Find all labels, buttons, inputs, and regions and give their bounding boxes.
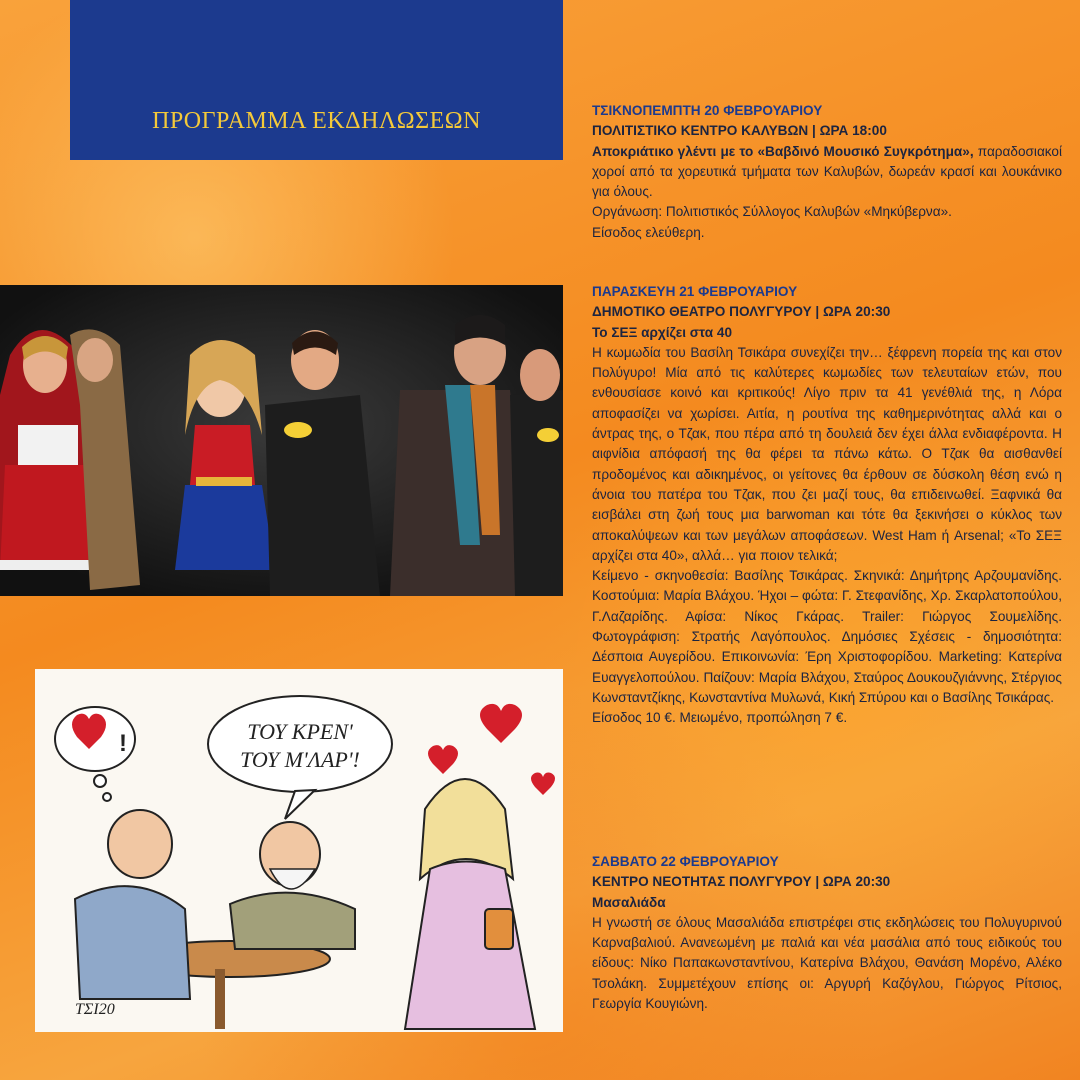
photo-illustration — [0, 285, 563, 596]
title-banner — [70, 0, 563, 160]
event-show-title: Μασαλιάδα — [592, 894, 666, 910]
speech-line-2: ΤΟΥ Μ'ΛΑΡ'! — [240, 747, 360, 772]
event-date: ΤΣΙΚΝΟΠΕΜΠΤΗ 20 ΦΕΒΡΟΥΑΡΙΟΥ — [592, 103, 823, 118]
event-date: ΣΑΒΒΑΤΟ 22 ΦΕΒΡΟΥΑΡΙΟΥ — [592, 854, 779, 869]
event-1 — [592, 101, 1062, 243]
event-show-title: Το ΣΕΞ αρχίζει στα 40 — [592, 324, 732, 340]
speech-line-1: ΤΟΥ ΚΡΕΝ' — [247, 719, 353, 744]
event-entry: Είσοδος ελεύθερη. — [592, 224, 705, 240]
event-date: ΠΑΡΑΣΚΕΥΗ 21 ΦΕΒΡΟΥΑΡΙΟΥ — [592, 284, 798, 299]
event-text: Η κωμωδία του Βασίλη Τσικάρα συνεχίζει την… ξέφρενη πορεία της και στον Πολύγυρο! Μία από τις καλύτερες κωμωδίες των τελευταίων ετών, που ενθουσίασε κοινό και κριτικούς! Λίγο πριν τα 41 γενέθλιά της, η Λόρα αποφασίζει να χωρίσει. Αιτία, η ρουτίνα της καθημερινότητας αλλά και ο άντρας της, ο Τζακ, που πέρα από τη δουλειά δεν έχει άλλα ενδιαφέροντα. Η αιφνίδια απόφασή της θα φέρει τα πάνω κάτω. Ο Τζακ θα αισθανθεί προδομένος και αδικημένος, οι γείτονες θα έρθουν σε δύσκολη θέση ενώ η άνοια του πατέρα του Τζακ, που ζει μαζί τους, θα επιδεινωθεί. Ξαφνικά θα εισβάλει στη ζωή τους μια barwoman και τότε θα ξεκινήσει ο κύκλος των αποκαλύψεων και των μεγάλων αποφάσεων. West Ham ή Arsenal; «Το ΣΕΞ αρχίζει στα 40», αλλά… για ποιον τελικά; — [592, 344, 1062, 563]
event-3 — [592, 852, 1062, 1014]
cartoon-illustration — [35, 669, 563, 1032]
event-entry: Είσοδος 10 €. Μειωμένο, προπώληση 7 €. — [592, 710, 848, 726]
cartoon-drawing — [35, 669, 563, 1032]
event-venue: ΔΗΜΟΤΙΚΟ ΘΕΑΤΡΟ ΠΟΛΥΓΥΡΟΥ | ΩΡΑ 20:30 — [592, 304, 891, 320]
event-lead: Αποκριάτικο γλέντι με το «Βαβδινό Μουσικό Συγκρότημα», — [592, 143, 974, 159]
event-venue: ΚΕΝΤΡΟ ΝΕΟΤΗΤΑΣ ΠΟΛΥΓΥΡΟΥ | ΩΡΑ 20:30 — [592, 874, 891, 890]
heart-icon — [480, 704, 522, 743]
cartoon-signature: ΤΣΙ20 — [75, 1001, 115, 1018]
event-text: παραδοσιακοί χοροί από τα χορευτικά τμήματα των Καλυβών, δωρεάν κρασί και λουκάνικο για όλους. — [592, 143, 1063, 200]
page-title: ΠΡΟΓΡΑΜΜΑ ΕΚΔΗΛΩΣΕΩΝ — [152, 108, 481, 134]
heart-icon — [531, 773, 555, 796]
thought-text: ! — [119, 730, 127, 757]
heart-icon — [428, 745, 458, 774]
event-organiser: Οργάνωση: Πολιτιστικός Σύλλογος Καλυβών «Μηκύβερνα». — [592, 204, 952, 220]
event-venue: ΠΟΛΙΤΙΣΤΙΚΟ ΚΕΝΤΡΟ ΚΑΛΥΒΩΝ | ΩΡΑ 18:00 — [592, 123, 887, 139]
event-text: Η γνωστή σε όλους Μασαλιάδα επιστρέφει στις εκδηλώσεις του Πολυγυρινού Καρναβαλιού. Ανανεωμένη με παλιά και νέα μασάλια από τους ειδικούς του είδους: Νίκο Παπακωνσταντίνου, Κατερίνα Βλάχου, Θανάση Μορένο, Αλέκο Τσολάκη. Συμμετέχουν επίσης οι: Αργυρή Καζόγλου, Γιώργος Ρίτσιος, Γεωργία Κουγιώνη. — [592, 914, 1062, 1012]
theatre-cast-photo — [0, 285, 563, 596]
event-credits: Κείμενο - σκηνοθεσία: Βασίλης Τσικάρας. Σκηνικά: Δημήτρης Αρζουμανίδης. Κοστούμια: Μαρία Βλάχου. Ήχοι – φώτα: Γ. Στεφανίδης, Χρ. Σκαρλατοπούλου, Γ.Λαζαρίδης. Αφίσα: Νίκος Γκάρας. Trailer: Γιώργος Σουμελίδης. Φωτογράφιση: Στρατής Λαγόπουλος. Δημόσιες Σχέσεις - δημοσιότητα: Δέσποια Αυγερίδου. Επικοινωνία: Έρη Χριστοφορίδου. Marketing: Κατερίνα Ευαγγελοπούλου. Παίζουν: Μαρία Βλάχου, Σταύρος Δουκουζγιάννης, Στέργιος Κωνσταντζίκης, Κωνσταντίνα Μυλωνά, Κική Σπύρου και ο Βασίλης Τσικάρας. — [592, 568, 1062, 705]
event-2 — [592, 282, 1062, 729]
